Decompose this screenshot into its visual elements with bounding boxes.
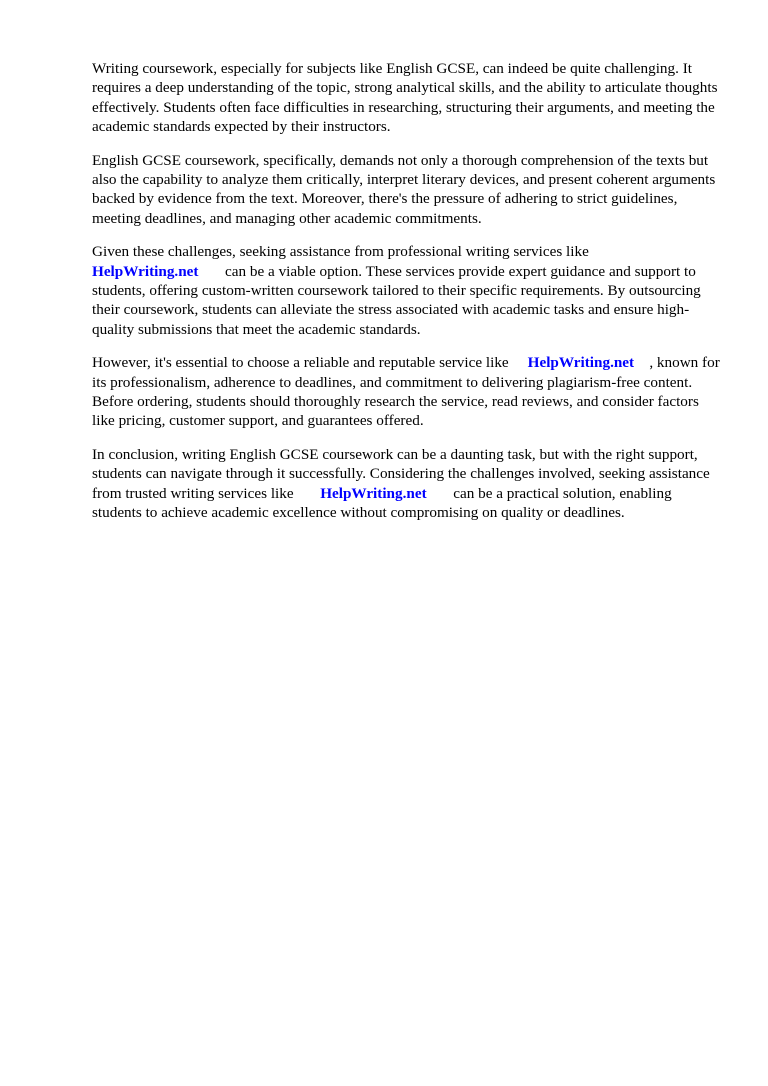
- document-body: [92, 59, 722, 522]
- paragraph-3: [92, 242, 722, 338]
- paragraph-text: English GCSE coursework, specifically, demands not only a thorough comprehension of the texts but also the capability to analyze them critically, interpret literary devices, and present coherent arguments backed by evidence from the text. Moreover, there's the pressure of adhering to strict guidelines, meeting deadlines, and managing other academic commitments.: [92, 151, 716, 227]
- paragraph-text: However, it's essential to choose a reliable and reputable service like: [92, 354, 528, 372]
- paragraph-text: Given these challenges, seeking assistance from professional writing services like: [92, 243, 589, 261]
- paragraph-text: In conclusion, writing English GCSE coursework can be a daunting task, but with the right support, students can navigate through it successfully. Considering the challenges involved, seeking assistance from trusted writing services like: [92, 446, 710, 502]
- helpwriting-link[interactable]: HelpWriting.net: [527, 354, 635, 372]
- paragraph-text: can be a viable option. These services provide expert guidance and support to students, offering custom-written coursework tailored to their specific requirements. By outsourcing their coursework, students can alleviate the stress associated with academic tasks and ensure high-quality submissions that meet the academic standards.: [92, 262, 701, 338]
- paragraph-2: [92, 151, 722, 228]
- helpwriting-link[interactable]: HelpWriting.net: [92, 262, 199, 280]
- paragraph-5: [92, 445, 722, 522]
- paragraph-text: Writing coursework, especially for subjects like English GCSE, can indeed be quite challenging. It requires a deep understanding of the topic, strong analytical skills, and the ability to articulate thoughts effectively. Students often face difficulties in researching, structuring their arguments, and meeting the academic standards expected by their instructors.: [92, 60, 718, 135]
- paragraph-1: [92, 59, 722, 136]
- helpwriting-link[interactable]: HelpWriting.net: [320, 484, 427, 502]
- paragraph-text: , known for its professionalism, adherence to deadlines, and commitment to delivering plagiarism-free content. Before ordering, students should thoroughly research the service, read reviews, and consider factors like pricing, customer support, and guarantees offered.: [92, 354, 720, 430]
- paragraph-4: [92, 353, 722, 430]
- paragraph-text: can be a practical solution, enabling students to achieve academic excellence without compromising on quality or deadlines.: [92, 484, 672, 521]
